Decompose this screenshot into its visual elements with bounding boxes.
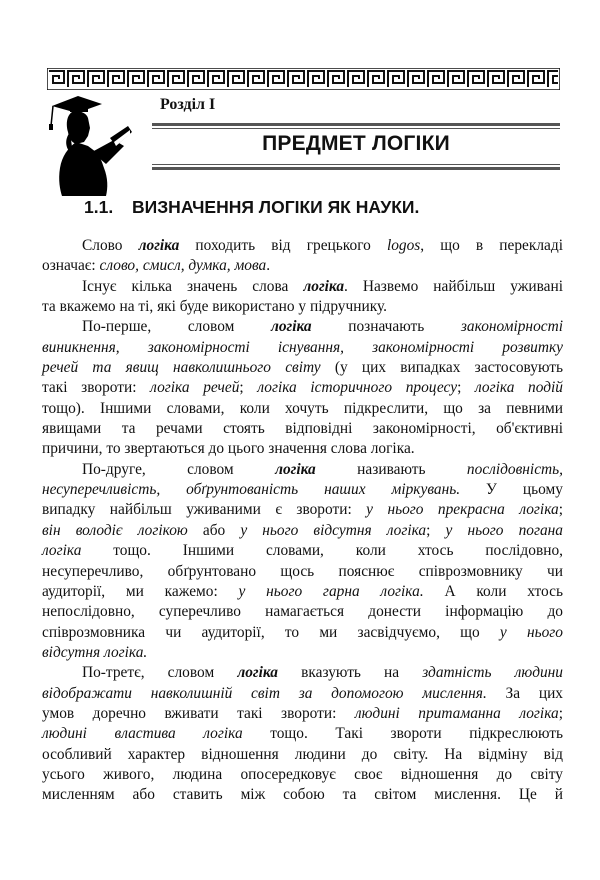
paragraph-3-line: речей та явищ навколишнього світу (у цих випадках застосовують bbox=[42, 359, 563, 377]
paragraph-4-line: По-друге, словом логіка називають послідовність, bbox=[82, 460, 564, 478]
title-rule-bottom-thin bbox=[152, 164, 560, 165]
paragraph-1-line: Слово логіка походить від грецького logos, що в перекладі bbox=[82, 237, 563, 254]
paragraph-4-line: аудиторії, ми кажемо: у нього гарна логіка. А коли хтось bbox=[42, 582, 563, 600]
section-number: 1.1. bbox=[84, 197, 114, 217]
paragraph-5-line: умов доречно вживати такі звороти: людині притаманна логіка; bbox=[42, 704, 563, 722]
section-label: Розділ І bbox=[160, 96, 216, 113]
section-title: ВИЗНАЧЕННЯ ЛОГІКИ ЯК НАУКИ. bbox=[132, 197, 420, 217]
paragraph-4-line: несуперечливо, обґрунтовано щось пояснює співрозмовнику чи bbox=[42, 562, 563, 580]
paragraph-2-line: та вкажемо на ті, які буде використано у підручнику. bbox=[42, 298, 387, 316]
paragraph-5-line: мисленням або ставить між собою та світом мислення. Це й bbox=[42, 786, 563, 804]
paragraph-3-line: тощо). Іншими словами, коли хочуть підкреслити, що за певними bbox=[42, 399, 563, 417]
paragraph-4-line: логіка тощо. Іншими словами, коли хтось послідовно, bbox=[42, 542, 563, 560]
graduate-reading-silhouette-icon bbox=[44, 92, 136, 196]
paragraph-4-line: співрозмовника чи аудиторії, то ми засвідчуємо, що у нього bbox=[42, 623, 564, 641]
paragraph-3-line: такі звороти: логіка речей; логіка історичного процесу; логіка подій bbox=[42, 379, 563, 397]
paragraph-4-line: він володіє логікою або у нього відсутня логіка; у нього погана bbox=[42, 521, 564, 539]
title-rule-bottom-thick bbox=[152, 167, 560, 170]
paragraph-3-line: виникнення, закономірності існування, закономірності розвитку bbox=[42, 338, 563, 356]
body-text bbox=[42, 236, 563, 806]
paragraph-1-line: означає: слово, смисл, думка, мова. bbox=[42, 257, 271, 275]
section-heading bbox=[84, 197, 419, 218]
paragraph-3-line: причини, то звертаються до цього значення слова логіка. bbox=[42, 440, 415, 458]
paragraph-3-line: явищами та речами стоять відповідні закономірності, об'єктивні bbox=[42, 420, 563, 438]
title-rule-top-thin bbox=[152, 128, 560, 129]
paragraph-4-line: непослідовно, суперечливо намагається донести інформацію до bbox=[42, 603, 563, 621]
paragraph-5-line: особливий характер відношення людини до світу. На відміну від bbox=[42, 745, 563, 763]
chapter-title: ПРЕДМЕТ ЛОГІКИ bbox=[262, 132, 450, 155]
paragraph-4-line: відсутня логіка. bbox=[42, 643, 148, 661]
paragraph-5-line: По-третє, словом логіка вказують на здатність людини bbox=[82, 664, 563, 682]
paragraph-5-line: усього живого, людина опосередковує своє відношення до світу bbox=[42, 765, 563, 783]
paragraph-4-line: несуперечливість, обґрунтованість наших міркувань. У цьому bbox=[42, 481, 563, 499]
paragraph-5-line: відображати навколишній світ за допомогою мислення. За цих bbox=[42, 684, 564, 702]
paragraph-4-line: випадку найбільш уживаними є звороти: у нього прекрасна логіка; bbox=[42, 501, 563, 519]
paragraph-5-line: людині властива логіка тощо. Такі звороти підкреслюють bbox=[42, 725, 563, 743]
greek-key-border bbox=[47, 68, 560, 90]
title-rule-top-thick bbox=[152, 123, 560, 126]
paragraph-2-line: Існує кілька значень слова логіка. Назвемо найбільш уживані bbox=[82, 277, 564, 295]
paragraph-3-line: По-перше, словом логіка позначають закономірності bbox=[82, 318, 563, 336]
